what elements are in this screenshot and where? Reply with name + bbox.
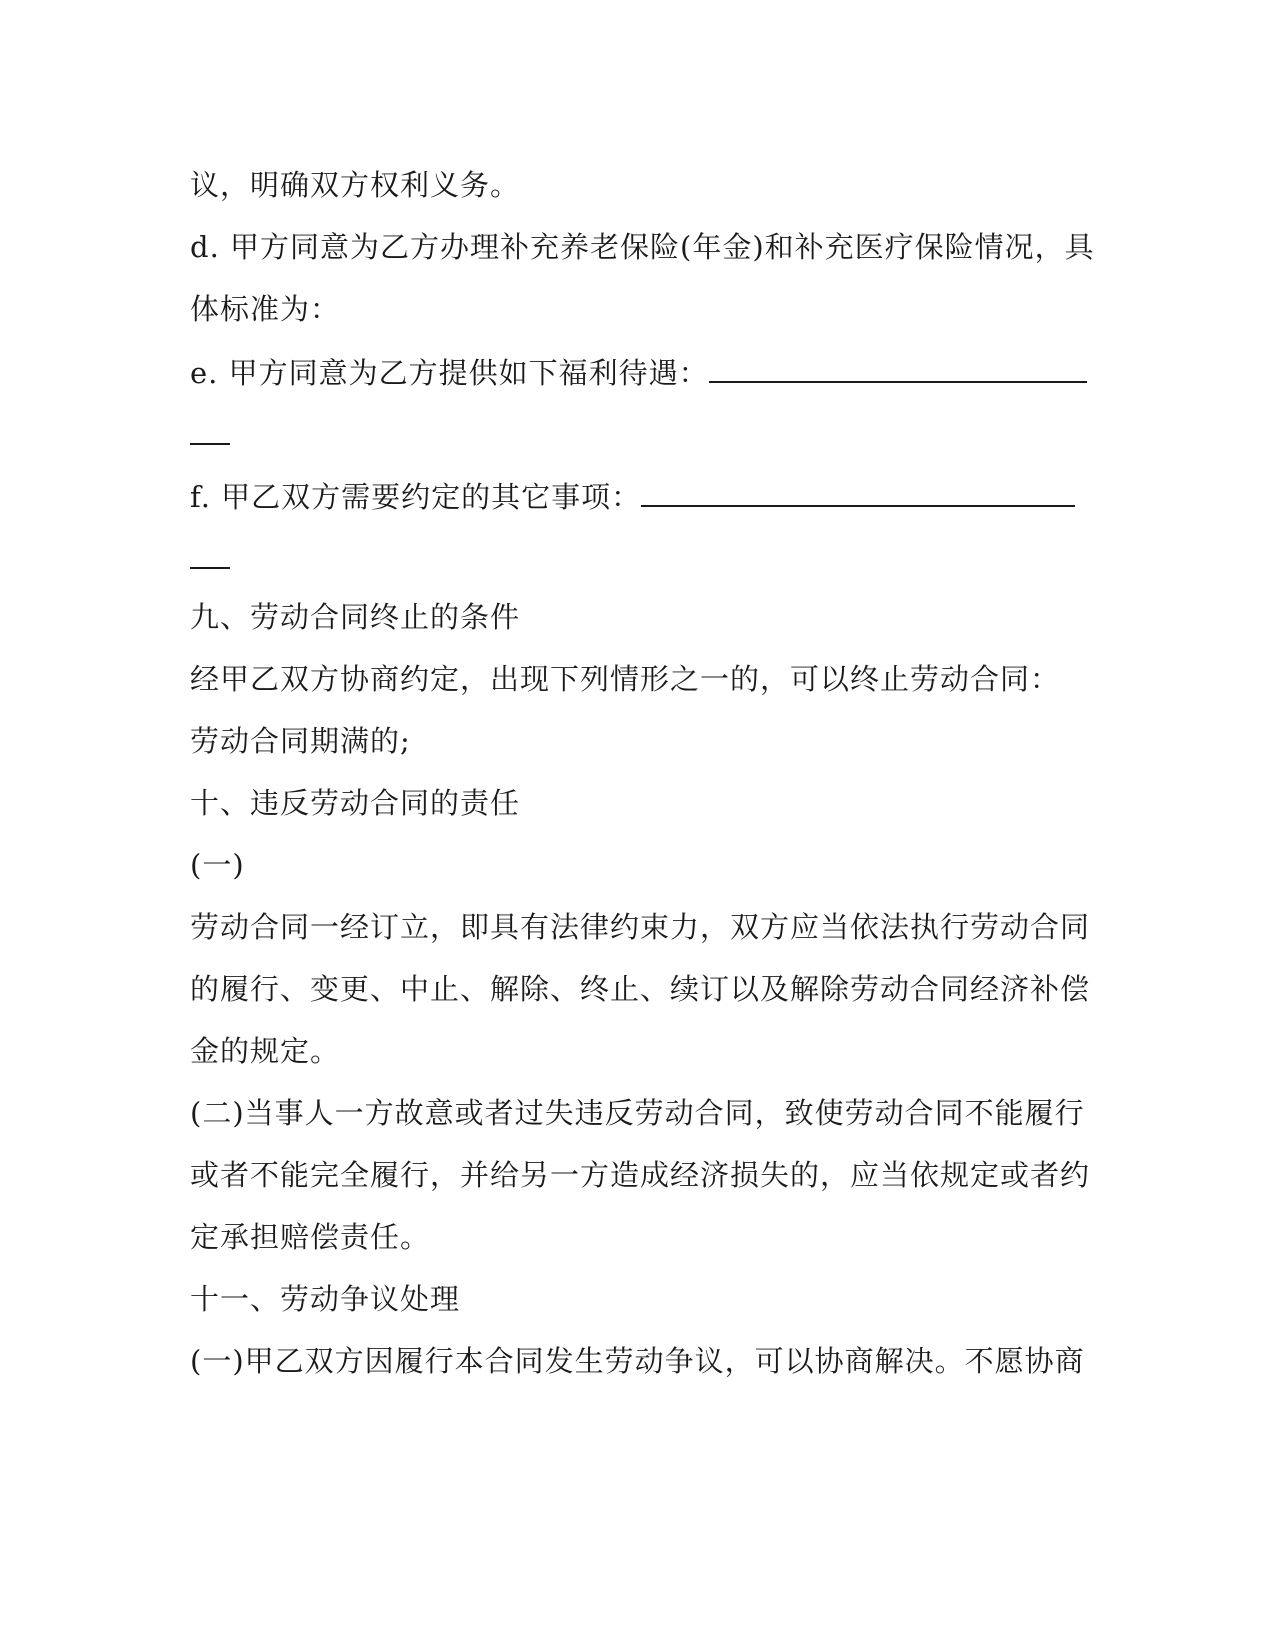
text-segment: f. 甲乙双方需要约定的其它事项： (190, 480, 642, 514)
text-line: 议，明确双方权利义务。 (190, 168, 521, 202)
text-line: 劳动合同期满的; (190, 724, 411, 758)
text-line: 的履行、变更、中止、解除、终止、续订以及解除劳动合同经济补偿 (190, 972, 1091, 1006)
text-line: 体标准为： (190, 292, 341, 326)
section-heading: 九、劳动合同终止的条件 (190, 600, 521, 634)
text-line: (一) (190, 848, 245, 882)
blank-continuation-line (190, 413, 1090, 455)
fill-in-blank-continuation[interactable] (190, 537, 230, 569)
text-line: (一)甲乙双方因履行本合同发生劳动争议，可以协商解决。不愿协商 (190, 1344, 1085, 1378)
blank-continuation-line (190, 537, 1090, 579)
text-line: 定承担赔偿责任。 (190, 1220, 431, 1254)
text-line: d. 甲方同意为乙方办理补充养老保险(年金)和补充医疗保险情况，具 (190, 230, 1095, 264)
fill-in-blank[interactable] (641, 475, 1075, 507)
text-line: 经甲乙双方协商约定，出现下列情形之一的，可以终止劳动合同： (190, 662, 1061, 696)
section-heading: 十、违反劳动合同的责任 (190, 786, 521, 820)
text-segment: e. 甲方同意为乙方提供如下福利待遇： (190, 356, 709, 390)
fill-in-blank[interactable] (709, 351, 1087, 383)
section-heading: 十一、劳动争议处理 (190, 1282, 461, 1316)
text-line: (二)当事人一方故意或者过失违反劳动合同，致使劳动合同不能履行 (190, 1096, 1085, 1130)
fill-in-blank-continuation[interactable] (190, 413, 230, 445)
text-line: 或者不能完全履行，并给另一方造成经济损失的，应当依规定或者约 (190, 1158, 1091, 1192)
text-line: 金的规定。 (190, 1034, 341, 1068)
text-line-with-blank (190, 475, 1090, 517)
text-line-with-blank (190, 351, 1090, 393)
text-line: 劳动合同一经订立，即具有法律约束力，双方应当依法执行劳动合同 (190, 910, 1091, 944)
